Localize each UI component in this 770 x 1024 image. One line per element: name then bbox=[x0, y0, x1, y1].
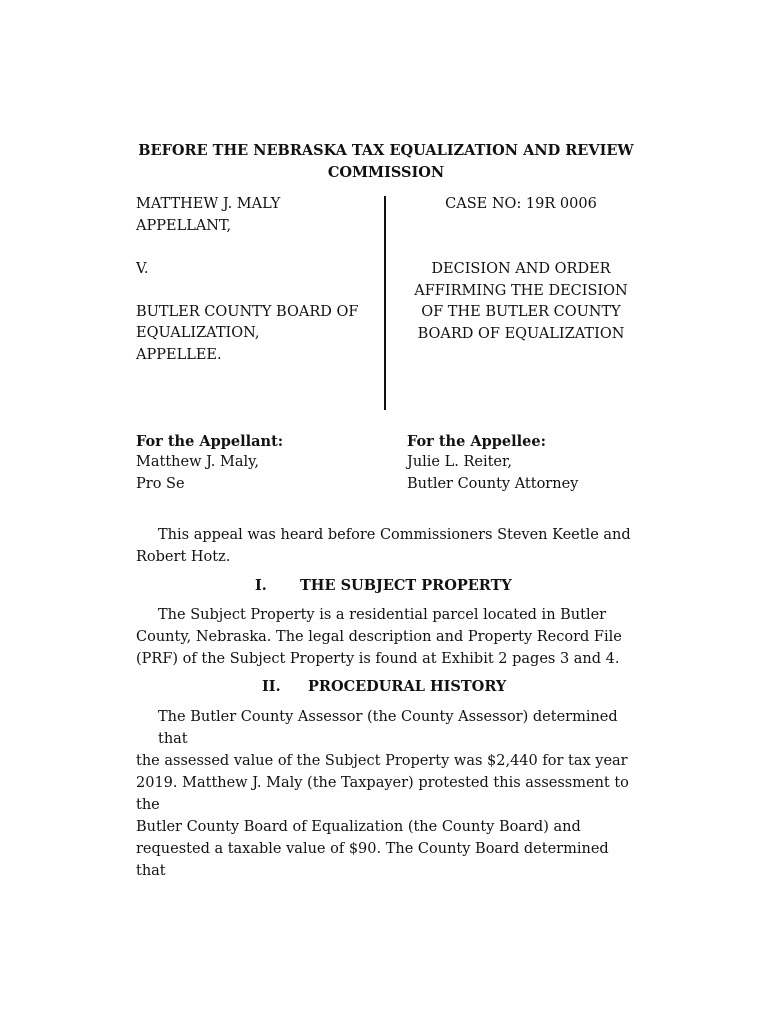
order-title-line-3: OF THE BUTLER COUNTY bbox=[421, 304, 621, 320]
appellee-counsel-name: Julie L. Reiter, bbox=[407, 454, 512, 470]
versus: V. bbox=[136, 261, 149, 277]
appellant-counsel-name: Matthew J. Maly, bbox=[136, 454, 259, 470]
appellant-counsel-label: For the Appellant: bbox=[136, 433, 284, 450]
intro-line-2: Robert Hotz. bbox=[136, 549, 231, 565]
appellee-counsel-label: For the Appellee: bbox=[407, 433, 546, 450]
document-heading bbox=[136, 140, 636, 184]
order-title-line-2: AFFIRMING THE DECISION bbox=[414, 282, 628, 299]
section-2-line-4: Butler County Board of Equalization (the County Board) and bbox=[136, 819, 581, 835]
section-2-line-5: requested a taxable value of $90. The County Board determined that bbox=[136, 841, 609, 879]
section-1-line-1: The Subject Property is a residential parcel located in Butler bbox=[158, 607, 607, 623]
section-2-line-1: The Butler County Assessor (the County Assessor) determined that bbox=[158, 709, 618, 747]
section-1-paragraph bbox=[136, 604, 636, 670]
caption-divider bbox=[384, 196, 386, 410]
appellant-counsel-detail: Pro Se bbox=[136, 476, 185, 492]
section-2-paragraph bbox=[136, 706, 636, 882]
appellant-name: MATTHEW J. MALY bbox=[136, 196, 281, 212]
heading-line-1: BEFORE THE NEBRASKA TAX EQUALIZATION AND REVIEW bbox=[138, 142, 634, 159]
intro-line-1: This appeal was heard before Commissioners Steven Keetle and bbox=[158, 527, 631, 543]
section-1-title: THE SUBJECT PROPERTY bbox=[300, 577, 512, 594]
section-2-line-2: the assessed value of the Subject Property was $2,440 for tax year bbox=[136, 753, 628, 769]
intro-paragraph bbox=[136, 524, 636, 568]
order-title bbox=[400, 259, 642, 345]
appellee-counsel-detail: Butler County Attorney bbox=[407, 476, 579, 492]
order-title-line-4: BOARD OF EQUALIZATION bbox=[417, 325, 625, 342]
case-number: CASE NO: 19R 0006 bbox=[445, 196, 597, 212]
appellant-role: APPELLANT, bbox=[136, 218, 232, 234]
appellee-role: APPELLEE. bbox=[136, 347, 222, 363]
section-1-line-2: County, Nebraska. The legal description and Property Record File bbox=[136, 629, 622, 645]
heading-line-2: COMMISSION bbox=[327, 164, 445, 181]
section-1-number: I. bbox=[255, 577, 267, 594]
appellee-line-1: BUTLER COUNTY BOARD OF bbox=[136, 304, 359, 320]
order-title-line-1: DECISION AND ORDER bbox=[431, 261, 611, 277]
section-2-title: PROCEDURAL HISTORY bbox=[308, 678, 507, 695]
section-2-line-3: 2019. Matthew J. Maly (the Taxpayer) protested this assessment to the bbox=[136, 775, 629, 813]
section-1-line-3: (PRF) of the Subject Property is found at Exhibit 2 pages 3 and 4. bbox=[136, 651, 620, 667]
appellee-line-2: EQUALIZATION, bbox=[136, 325, 260, 341]
section-2-number: II. bbox=[262, 678, 281, 695]
